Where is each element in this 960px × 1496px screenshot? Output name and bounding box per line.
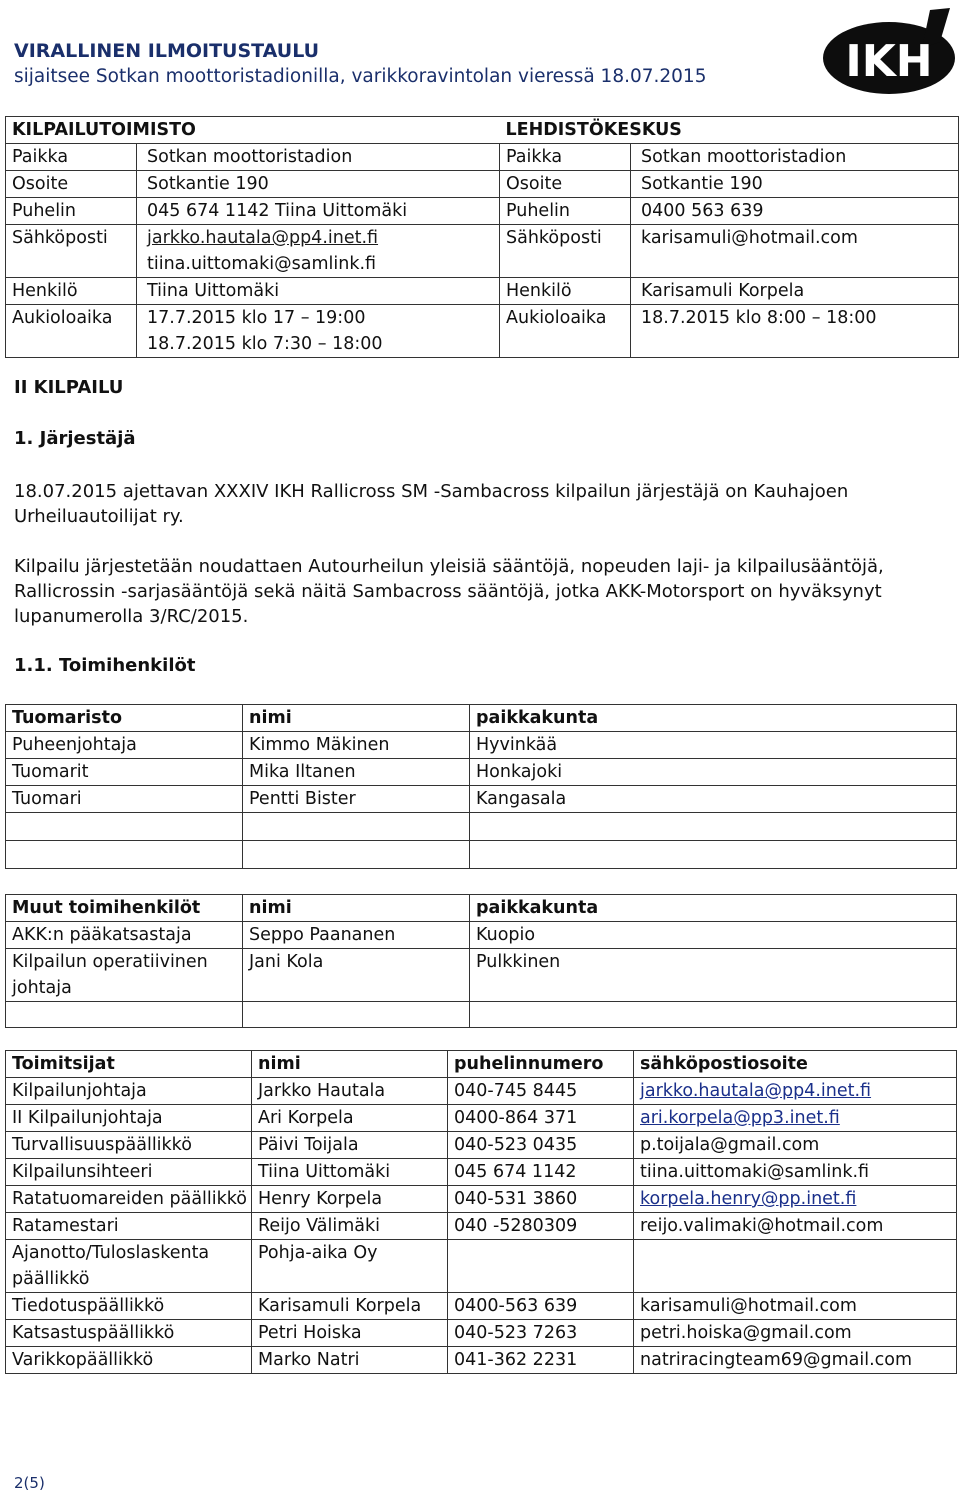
table-cell: 040-523 0435	[448, 1132, 634, 1159]
lehdistokeskus-title: LEHDISTÖKESKUS	[500, 117, 959, 144]
table-cell	[470, 841, 957, 869]
table-cell: 040 -5280309	[448, 1213, 634, 1240]
table-cell: Ratatuomareiden päällikkö	[6, 1186, 252, 1213]
contact-label: Paikka	[500, 144, 631, 171]
table-cell: 0400-563 639	[448, 1293, 634, 1320]
table-row	[6, 1213, 957, 1240]
column-header: nimi	[252, 1051, 448, 1078]
table-cell: Pulkkinen	[470, 949, 957, 1002]
table-row	[6, 732, 957, 759]
table-row	[6, 949, 957, 1002]
table-cell: Puheenjohtaja	[6, 732, 243, 759]
hours-left-2: 18.7.2015 klo 7:30 – 18:00	[147, 334, 383, 354]
contact-row	[6, 171, 959, 198]
hours-left-1: 17.7.2015 klo 17 – 19:00	[147, 308, 366, 328]
table-cell: Kimmo Mäkinen	[243, 732, 470, 759]
table-cell: Tuomarit	[6, 759, 243, 786]
table-cell: Tiedotuspäällikkö	[6, 1293, 252, 1320]
column-header: nimi	[243, 705, 470, 732]
notice-title: VIRALLINEN ILMOITUSTAULU	[14, 40, 320, 62]
table-cell: Tiina Uittomäki	[252, 1159, 448, 1186]
contact-table	[5, 116, 959, 358]
table-row	[6, 1293, 957, 1320]
contact-value: 045 674 1142 Tiina Uittomäki	[137, 198, 500, 225]
tuomaristo-table	[5, 704, 957, 869]
table-cell	[634, 1240, 957, 1293]
table-row	[6, 1002, 957, 1028]
table-cell	[6, 841, 243, 869]
table-cell: Hyvinkää	[470, 732, 957, 759]
table-cell: Karisamuli Korpela	[252, 1293, 448, 1320]
toimitsijat-table	[5, 1050, 957, 1374]
email-text-tiina: tiina.uittomaki@samlink.fi	[147, 254, 377, 274]
hours-label: Aukioloaika	[6, 305, 137, 358]
email-right: karisamuli@hotmail.com	[631, 225, 959, 278]
column-header: paikkakunta	[470, 705, 957, 732]
table-cell: karisamuli@hotmail.com	[634, 1293, 957, 1320]
table-cell: Jani Kola	[243, 949, 470, 1002]
table-cell	[448, 1240, 634, 1293]
table-cell: Katsastuspäällikkö	[6, 1320, 252, 1347]
table-row	[6, 1105, 957, 1132]
table-cell	[243, 841, 470, 869]
table-row	[6, 1240, 957, 1293]
person-right-label: Henkilö	[500, 278, 631, 305]
table-row	[6, 1159, 957, 1186]
notice-subtitle: sijaitsee Sotkan moottoristadionilla, varikkoravintolan vieressä 18.07.2015	[14, 66, 707, 87]
table-cell: 040-523 7263	[448, 1320, 634, 1347]
contact-label: Paikka	[6, 144, 137, 171]
email-right-label: Sähköposti	[500, 225, 631, 278]
table-row	[6, 1347, 957, 1374]
table-row	[6, 922, 957, 949]
ikh-logo	[818, 8, 960, 96]
table-cell	[6, 1002, 243, 1028]
table-cell	[634, 1186, 957, 1213]
table-cell: Jarkko Hautala	[252, 1078, 448, 1105]
hours-right: 18.7.2015 klo 8:00 – 18:00	[631, 305, 959, 358]
table-cell: Tuomari	[6, 786, 243, 813]
table-cell: 041-362 2231	[448, 1347, 634, 1374]
table-header-row	[6, 895, 957, 922]
table-cell: Pohja-aika Oy	[252, 1240, 448, 1293]
contact-value: 0400 563 639	[631, 198, 959, 225]
table-cell: Kilpailunsihteeri	[6, 1159, 252, 1186]
contact-value: Sotkan moottoristadion	[631, 144, 959, 171]
table-cell: Päivi Toijala	[252, 1132, 448, 1159]
table-row	[6, 786, 957, 813]
email-link[interactable]: korpela.henry@pp.inet.fi	[640, 1189, 857, 1209]
table-cell: Kilpailun operatiivinen johtaja	[6, 949, 243, 1002]
table-row	[6, 1078, 957, 1105]
table-cell	[243, 813, 470, 841]
contact-label: Puhelin	[6, 198, 137, 225]
table-cell: Ratamestari	[6, 1213, 252, 1240]
section-title: II KILPAILU	[14, 377, 124, 398]
table-cell: Kuopio	[470, 922, 957, 949]
table-row	[6, 759, 957, 786]
kilpailutoimisto-title: KILPAILUTOIMISTO	[6, 117, 500, 144]
table-cell: 0400-864 371	[448, 1105, 634, 1132]
table-cell	[470, 1002, 957, 1028]
table-row	[6, 1132, 957, 1159]
column-header: nimi	[243, 895, 470, 922]
column-header: sähköpostiosoite	[634, 1051, 957, 1078]
table-cell	[634, 1078, 957, 1105]
table-cell: Turvallisuuspäällikkö	[6, 1132, 252, 1159]
table-cell: Honkajoki	[470, 759, 957, 786]
hours-left	[137, 305, 500, 358]
table-cell: 040-745 8445	[448, 1078, 634, 1105]
table-cell: Ari Korpela	[252, 1105, 448, 1132]
table-cell	[243, 1002, 470, 1028]
contact-label: Osoite	[500, 171, 631, 198]
subsection-toimihenkilot: 1.1. Toimihenkilöt	[14, 655, 196, 676]
email-link[interactable]: jarkko.hautala@pp4.inet.fi	[640, 1081, 872, 1101]
table-cell: Henry Korpela	[252, 1186, 448, 1213]
paragraph-rules: Kilpailu järjestetään noudattaen Autourheilun yleisiä sääntöjä, nopeuden laji- ja kilpailusääntöjä, Rallicrossin -sarjasääntöjä sekä näitä Sambacross sääntöjä, jotka AKK-Motorsport on hyväksynyt lupanumerolla 3/RC/2015.	[14, 556, 884, 627]
table-cell: p.toijala@gmail.com	[634, 1132, 957, 1159]
table-cell	[6, 813, 243, 841]
contact-row	[6, 198, 959, 225]
table-cell: AKK:n pääkatsastaja	[6, 922, 243, 949]
email-link-jarkko[interactable]: jarkko.hautala@pp4.inet.fi	[147, 228, 379, 248]
table-cell: petri.hoiska@gmail.com	[634, 1320, 957, 1347]
table-cell	[470, 813, 957, 841]
table-cell: Mika Iltanen	[243, 759, 470, 786]
contact-row	[6, 144, 959, 171]
table-cell: II Kilpailunjohtaja	[6, 1105, 252, 1132]
table-row	[6, 1186, 957, 1213]
column-header: paikkakunta	[470, 895, 957, 922]
table-cell: Varikkopäällikkö	[6, 1347, 252, 1374]
table-cell: 040-531 3860	[448, 1186, 634, 1213]
contact-label: Puhelin	[500, 198, 631, 225]
logo-text: IKH	[845, 36, 933, 87]
contact-value: Sotkan moottoristadion	[137, 144, 500, 171]
table-cell: Kilpailunjohtaja	[6, 1078, 252, 1105]
hours-right-label: Aukioloaika	[500, 305, 631, 358]
column-header: puhelinnumero	[448, 1051, 634, 1078]
table-cell: Ajanotto/Tuloslaskenta päällikkö	[6, 1240, 252, 1293]
person-left: Tiina Uittomäki	[137, 278, 500, 305]
table-row	[6, 1320, 957, 1347]
table-header-row	[6, 1051, 957, 1078]
muut-toimihenkilot-table	[5, 894, 957, 1028]
column-header: Toimitsijat	[6, 1051, 252, 1078]
person-label: Henkilö	[6, 278, 137, 305]
table-cell	[634, 1105, 957, 1132]
table-header-row	[6, 705, 957, 732]
table-row	[6, 813, 957, 841]
column-header: Muut toimihenkilöt	[6, 895, 243, 922]
page-number: 2(5)	[14, 1474, 45, 1492]
table-cell: Petri Hoiska	[252, 1320, 448, 1347]
table-cell: natriracingteam69@gmail.com	[634, 1347, 957, 1374]
email-link[interactable]: ari.korpela@pp3.inet.fi	[640, 1108, 840, 1128]
email-label: Sähköposti	[6, 225, 137, 278]
contact-value: Sotkantie 190	[137, 171, 500, 198]
paragraph-organizer: 18.07.2015 ajettavan XXXIV IKH Rallicross SM -Sambacross kilpailun järjestäjä on Kauhajoen Urheiluautoilijat ry.	[14, 481, 849, 527]
table-row	[6, 841, 957, 869]
column-header: Tuomaristo	[6, 705, 243, 732]
table-cell: Seppo Paananen	[243, 922, 470, 949]
table-cell: tiina.uittomaki@samlink.fi	[634, 1159, 957, 1186]
table-cell: Marko Natri	[252, 1347, 448, 1374]
table-cell: Kangasala	[470, 786, 957, 813]
table-cell: reijo.valimaki@hotmail.com	[634, 1213, 957, 1240]
email-left	[137, 225, 500, 278]
person-right: Karisamuli Korpela	[631, 278, 959, 305]
contact-label: Osoite	[6, 171, 137, 198]
table-cell: Pentti Bister	[243, 786, 470, 813]
table-cell: Reijo Välimäki	[252, 1213, 448, 1240]
table-cell: 045 674 1142	[448, 1159, 634, 1186]
contact-value: Sotkantie 190	[631, 171, 959, 198]
subsection-jarjestaja: 1. Järjestäjä	[14, 428, 136, 449]
